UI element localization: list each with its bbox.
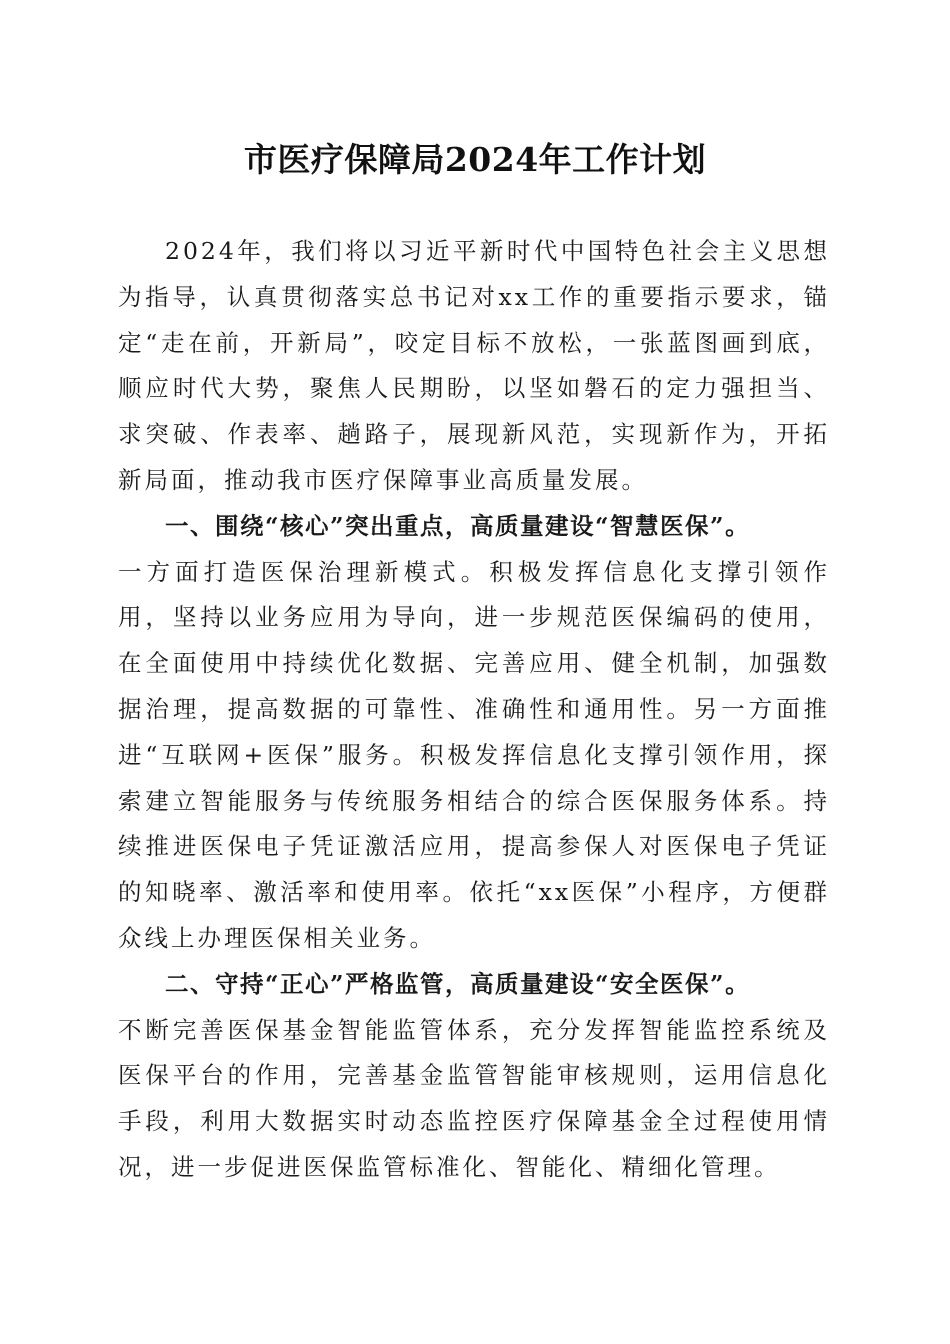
intro-paragraph: 2024年，我们将以习近平新时代中国特色社会主义思想为指导，认真贯彻落实总书记对xx工作的重要指示要求，锚定“走在前，开新局”，咬定目标不放松，一张蓝图画到底，顺应时代大势，聚焦人民期盼，以坚如磐石的定力强担当、求突破、作表率、趟路子，展现新风范，实现新作为，开拓新局面，推动我市医疗保障事业高质量发展。 [118, 237, 830, 494]
section-2-body: 不断完善医保基金智能监管体系，充分发挥智能监控系统及医保平台的作用，完善基金监管智能审核规则，运用信息化手段，利用大数据实时动态监控医疗保障基金全过程使用情况，进一步促进医保监管标准化、智能化、精细化管理。 [118, 1015, 830, 1181]
section-1-body: 一方面打造医保治理新模式。积极发挥信息化支撑引领作用，坚持以业务应用为导向，进一步规范医保编码的使用，在全面使用中持续优化数据、完善应用、健全机制，加强数据治理，提高数据的可靠性、准确性和通用性。另一方面推进“互联网+医保”服务。积极发挥信息化支撑引领作用，探索建立智能服务与传统服务相结合的综合医保服务体系。持续推进医保电子凭证激活应用，提高参保人对医保电子凭证的知晓率、激活率和使用率。依托“xx医保”小程序，方便群众线上办理医保相关业务。 [118, 557, 830, 952]
document-title: 市医疗保障局2024年工作计划 [243, 140, 707, 179]
section-2-heading: 二、守持“正心”严格监管，高质量建设“安全医保”。 [165, 969, 751, 998]
document-body [118, 229, 830, 1191]
section-1-heading: 一、围绕“核心”突出重点，高质量建设“智慧医保”。 [165, 511, 751, 540]
